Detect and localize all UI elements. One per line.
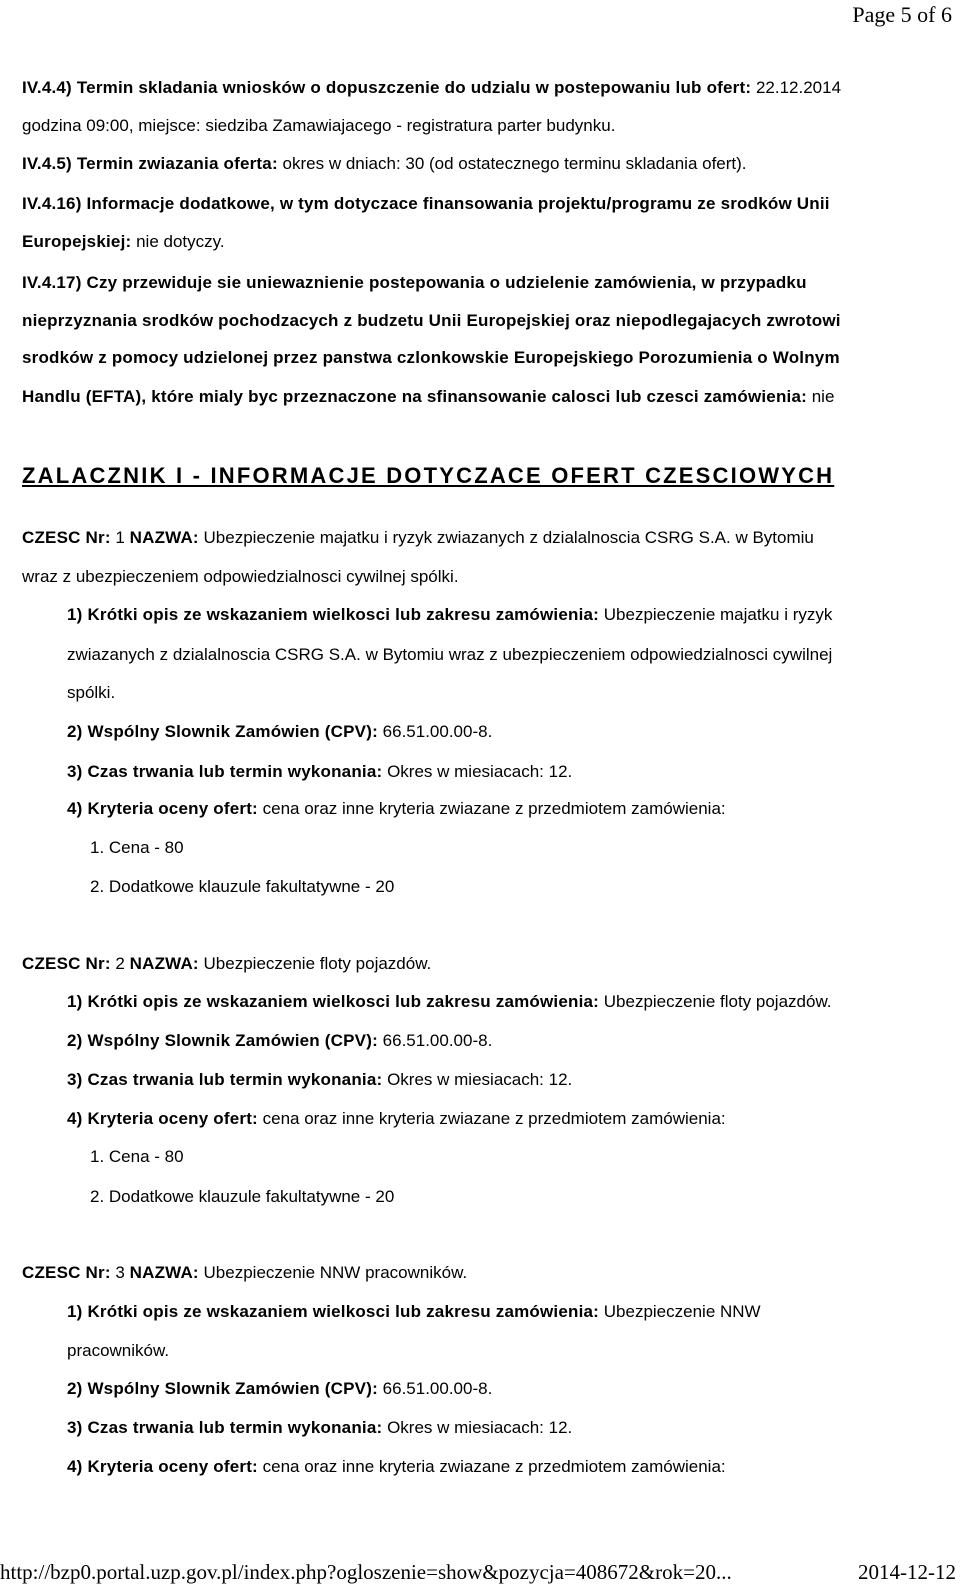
nazwa-label: NAZWA: <box>129 528 199 547</box>
part-3-czas <box>67 1418 572 1438</box>
part-2-kryt <box>67 1109 726 1129</box>
part-2-desc <box>67 992 832 1012</box>
czas-value: Okres w miesiacach: 12. <box>382 762 573 781</box>
nazwa-label: NAZWA: <box>129 954 199 973</box>
label: IV.4.16) Informacje dodatkowe, w tym dotyczace finansowania projektu/programu ze srodków Unii <box>22 194 830 213</box>
part-1-desc-line2: zwiazanych z dzialalnoscia CSRG S.A. w Bytomiu wraz z ubezpieczeniem odpowiedzialnosci cywilnej <box>67 645 833 664</box>
kryt-value: cena oraz inne kryteria zwiazane z przedmiotem zamówienia: <box>257 1457 726 1476</box>
cpv-label: 2) Wspólny Slownik Zamówien (CPV): <box>67 722 378 741</box>
sec-iv-4-16 <box>22 194 830 214</box>
cpv-value: 66.51.00.00-8. <box>377 1379 493 1398</box>
kryt-value: cena oraz inne kryteria zwiazane z przedmiotem zamówienia: <box>257 799 726 818</box>
czas-label: 3) Czas trwania lub termin wykonania: <box>67 762 383 781</box>
part-1-cpv <box>67 722 492 742</box>
label: Europejskiej: <box>22 232 132 251</box>
part-3-header <box>22 1263 467 1283</box>
part-3-desc-line2: pracowników. <box>67 1341 170 1360</box>
value: 22.12.2014 <box>751 78 842 97</box>
sec-iv-4-4-line2: godzina 09:00, miejsce: siedziba Zamawiajacego - registratura parter budynku. <box>22 116 616 135</box>
part-1-name-line2: wraz z ubezpieczeniem odpowiedzialnosci cywilnej spólki. <box>22 567 459 586</box>
czas-value: Okres w miesiacach: 12. <box>382 1418 573 1437</box>
czas-label: 3) Czas trwania lub termin wykonania: <box>67 1070 383 1089</box>
cpv-value: 66.51.00.00-8. <box>377 1031 493 1050</box>
label: Handlu (EFTA), które mialy byc przeznaczone na sfinansowanie calosci lub czesci zamówienia: <box>22 387 807 406</box>
part-number: 3 <box>110 1263 130 1282</box>
part-1-header <box>22 528 814 548</box>
desc-value: Ubezpieczenie majatku i ryzyk <box>599 605 833 624</box>
sec-iv-4-4 <box>22 78 841 98</box>
part-1-czas <box>67 762 572 782</box>
label: IV.4.4) Termin skladania wniosków o dopuszczenie do udzialu w postepowaniu lub ofert: <box>22 78 752 97</box>
part-name: Ubezpieczenie NNW pracowników. <box>198 1263 468 1282</box>
part-3-cpv <box>67 1379 492 1399</box>
part-2-cpv <box>67 1031 492 1051</box>
sec-iv-4-17-line2: nieprzyznania srodków pochodzacych z budzetu Unii Europejskiej oraz niepodlegajacych zwrotowi <box>22 311 841 330</box>
part-number: 1 <box>110 528 130 547</box>
part-2-czas <box>67 1070 572 1090</box>
page-number: Page 5 of 6 <box>852 2 952 27</box>
desc-value: Ubezpieczenie NNW <box>599 1302 761 1321</box>
nazwa-label: NAZWA: <box>129 1263 199 1282</box>
cpv-label: 2) Wspólny Slownik Zamówien (CPV): <box>67 1379 378 1398</box>
part-name: Ubezpieczenie majatku i ryzyk zwiazanych z dzialalnoscia CSRG S.A. w Bytomiu <box>198 528 814 547</box>
part-number: 2 <box>110 954 130 973</box>
kryt-label: 4) Kryteria oceny ofert: <box>67 799 258 818</box>
cpv-label: 2) Wspólny Slownik Zamówien (CPV): <box>67 1031 378 1050</box>
opis-label: 1) Krótki opis ze wskazaniem wielkosci lub zakresu zamówienia: <box>67 992 600 1011</box>
opis-label: 1) Krótki opis ze wskazaniem wielkosci lub zakresu zamówienia: <box>67 1302 600 1321</box>
kryt-label: 4) Kryteria oceny ofert: <box>67 1457 258 1476</box>
part-2-header <box>22 954 431 974</box>
desc-value: Ubezpieczenie floty pojazdów. <box>599 992 832 1011</box>
sec-iv-4-5 <box>22 154 747 174</box>
part-3-kryt <box>67 1457 726 1477</box>
footer-date: 2014-12-12 <box>858 1560 956 1584</box>
sec-iv-4-16-line2 <box>22 232 225 252</box>
opis-label: 1) Krótki opis ze wskazaniem wielkosci lub zakresu zamówienia: <box>67 605 600 624</box>
part-3-desc <box>67 1302 761 1322</box>
part-name: Ubezpieczenie floty pojazdów. <box>198 954 432 973</box>
value: okres w dniach: 30 (od ostatecznego terminu skladania ofert). <box>277 154 747 173</box>
part-1-desc-line3: spólki. <box>67 683 116 702</box>
sec-iv-4-17-line4 <box>22 387 834 407</box>
part-1-kryt-1: 1. Cena - 80 <box>90 838 184 857</box>
cpv-value: 66.51.00.00-8. <box>377 722 493 741</box>
czesc-label: CZESC Nr: <box>22 954 111 973</box>
kryt-value: cena oraz inne kryteria zwiazane z przedmiotem zamówienia: <box>257 1109 726 1128</box>
annex-heading: ZALACZNIK I - INFORMACJE DOTYCZACE OFERT CZESCIOWYCH <box>22 463 835 488</box>
footer-url[interactable]: http://bzp0.portal.uzp.gov.pl/index.php?ogloszenie=show&pozycja=408672&rok=20... <box>0 1560 732 1584</box>
value: nie dotyczy. <box>131 232 225 251</box>
part-1-kryt-2: 2. Dodatkowe klauzule fakultatywne - 20 <box>90 877 395 896</box>
czesc-label: CZESC Nr: <box>22 1263 111 1282</box>
value: nie <box>806 387 835 406</box>
part-2-kryt-1: 1. Cena - 80 <box>90 1147 184 1166</box>
kryt-label: 4) Kryteria oceny ofert: <box>67 1109 258 1128</box>
czas-label: 3) Czas trwania lub termin wykonania: <box>67 1418 383 1437</box>
czas-value: Okres w miesiacach: 12. <box>382 1070 573 1089</box>
sec-iv-4-17-line1: IV.4.17) Czy przewiduje sie uniewaznienie postepowania o udzielenie zamówienia, w przypadku <box>22 273 807 292</box>
part-2-kryt-2: 2. Dodatkowe klauzule fakultatywne - 20 <box>90 1187 395 1206</box>
part-1-kryt <box>67 799 726 819</box>
label: IV.4.5) Termin zwiazania oferta: <box>22 154 278 173</box>
sec-iv-4-17-line3: srodków z pomocy udzielonej przez panstwa czlonkowskie Europejskiego Porozumienia o Wolnym <box>22 348 840 367</box>
part-1-desc <box>67 605 832 625</box>
czesc-label: CZESC Nr: <box>22 528 111 547</box>
